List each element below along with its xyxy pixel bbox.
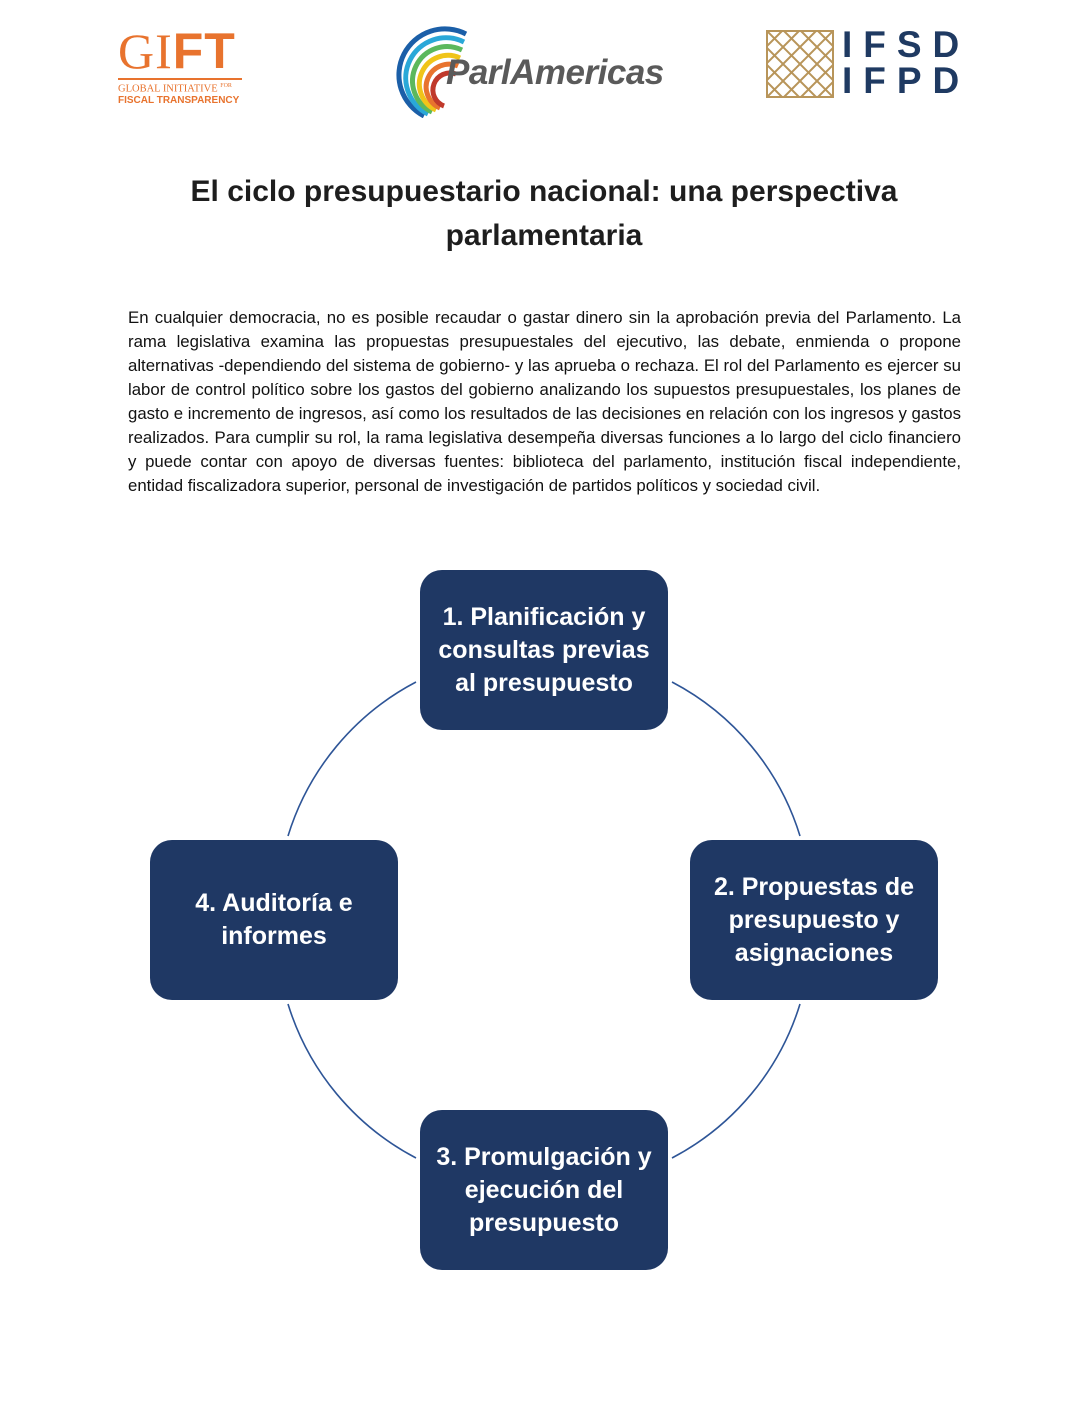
gift-logo-line2: FISCAL TRANSPARENCY xyxy=(118,94,240,106)
parlamericas-logo-name: ParlAmericas xyxy=(446,53,664,92)
intro-paragraph: En cualquier democracia, no es posible recaudar o gastar dinero sin la aprobación previa del Parlamento. La rama legislativa examina las propuestas presupuestales del ejecutivo, las debate, enmienda o propone alternativas -dependiendo del sistema de gobierno- y las aprueba o rechaza. El rol del Parlamento es ejercer su labor de control político sobre los gastos del gobierno analizando los supuestos presupuestales, los planes de gasto e incremento de ingresos, así como los resultados de las decisiones en relación con los ingresos y gastos realizados. Para cumplir su rol, la rama legislativa desempeña diversas funciones a lo largo del ciclo financiero y puede contar con apoyo de diversas fuentes: biblioteca del parlamento, institución fiscal independiente, entidad fiscalizadora superior, personal de investigación de partidos políticos y sociedad civil. xyxy=(128,308,961,495)
gift-logo-line1: GLOBAL INITIATIVE $^{FOR}$ xyxy=(118,83,232,95)
cycle-arc-4-1 xyxy=(288,682,416,836)
ifsd-logo-text: IFSD IFPD xyxy=(842,24,971,101)
cycle-step-4: 4. Auditoría e informes xyxy=(150,840,398,1000)
cycle-step-2: 2. Propuestas de presupuesto y asignaciones xyxy=(690,840,938,1000)
cycle-step-1: 1. Planificación y consultas previas al presupuesto xyxy=(420,570,668,730)
page-title: El ciclo presupuestario nacional: una perspectiva parlamentaria xyxy=(190,175,898,252)
cycle-step-3: 3. Promulgación y ejecución del presupuesto xyxy=(420,1110,668,1270)
cycle-arc-3-4 xyxy=(288,1004,416,1158)
gift-logo-mark: GIFT xyxy=(118,23,236,79)
cycle-arc-1-2 xyxy=(672,682,800,836)
cycle-arc-2-3 xyxy=(672,1004,800,1158)
